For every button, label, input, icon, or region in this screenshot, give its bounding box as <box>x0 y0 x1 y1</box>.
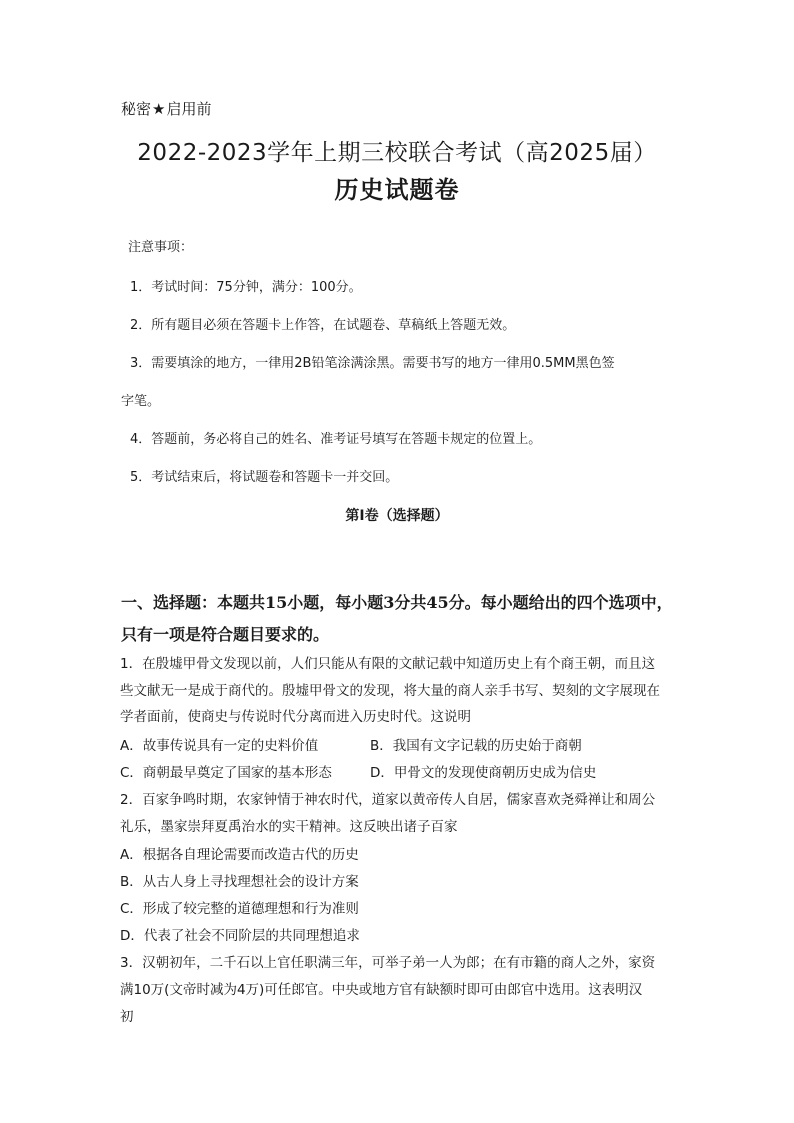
notice-item: 5．考试结束后，将试题卷和答题卡一并交回。 <box>130 470 399 485</box>
secrecy-status: 启用前 <box>166 100 212 118</box>
question-text: 2．百家争鸣时期，农家钟情于神农时代，道家以黄帝传人自居，儒家喜欢尧舜禅让和周公 <box>120 792 656 808</box>
question-text: 3．汉朝初年，二千石以上官任职满三年，可举子弟一人为郎；在有市籍的商人之外，家资 <box>120 955 656 971</box>
secrecy-label: 秘密 <box>121 100 152 118</box>
notice-item: 4．答题前，务必将自己的姓名、准考证号填写在答题卡规定的位置上。 <box>130 432 542 447</box>
question-text: 1．在殷墟甲骨文发现以前，人们只能从有限的文献记载中知道历史上有个商王朝，而且这 <box>120 656 656 672</box>
question-text: 满10万(文帝时减为4万)可任郎官。中央或地方官有缺额时即可由郎官中选用。这表明汉 <box>120 982 643 998</box>
section-heading: 一、选择题：本题共15小题，每小题3分共45分。每小题给出的四个选项中， <box>121 593 673 612</box>
notice-item: 3．需要填涂的地方，一律用2B铅笔涂满涂黑。需要书写的地方一律用0.5MM黑色签 <box>130 356 615 371</box>
option-c: C．形成了较完整的道德理想和行为准则 <box>120 901 359 917</box>
option-c: C．商朝最早奠定了国家的基本形态 <box>120 765 332 781</box>
option-a: A．根据各自理论需要而改造古代的历史 <box>120 847 359 863</box>
secrecy-mark <box>121 98 211 119</box>
notice-item: 1．考试时间：75分钟，满分：100分。 <box>130 280 362 295</box>
exam-subtitle: 历史试题卷 <box>334 176 460 204</box>
notice-heading: 注意事项： <box>128 240 194 255</box>
section-heading-continuation: 只有一项是符合题目要求的。 <box>121 625 330 644</box>
question-text: 些文献无一是成于商代的。殷墟甲骨文的发现，将大量的商人亲手书写、契刻的文字展现在 <box>120 683 660 699</box>
option-d: D．甲骨文的发现使商朝历史成为信史 <box>370 765 597 781</box>
option-a: A．故事传说具有一定的史料价值 <box>120 738 319 754</box>
notice-item: 2．所有题目必须在答题卡上作答，在试题卷、草稿纸上答题无效。 <box>130 318 516 333</box>
question-text: 学者面前，使商史与传说时代分离而进入历史时代。这说明 <box>120 709 471 725</box>
star-icon: ★ <box>152 100 166 118</box>
notice-item-continuation: 字笔。 <box>121 394 161 409</box>
option-b: B．从古人身上寻找理想社会的设计方案 <box>120 874 359 890</box>
option-b: B．我国有文字记载的历史始于商朝 <box>370 738 582 754</box>
exam-title: 2022-2023学年上期三校联合考试（高2025届） <box>137 140 657 166</box>
option-d: D．代表了社会不同阶层的共同理想追求 <box>120 928 360 944</box>
question-text: 礼乐，墨家崇拜夏禹治水的实干精神。这反映出诸子百家 <box>120 819 458 835</box>
question-text: 初 <box>120 1009 134 1025</box>
part-title: 第Ⅰ卷（选择题） <box>345 508 449 524</box>
